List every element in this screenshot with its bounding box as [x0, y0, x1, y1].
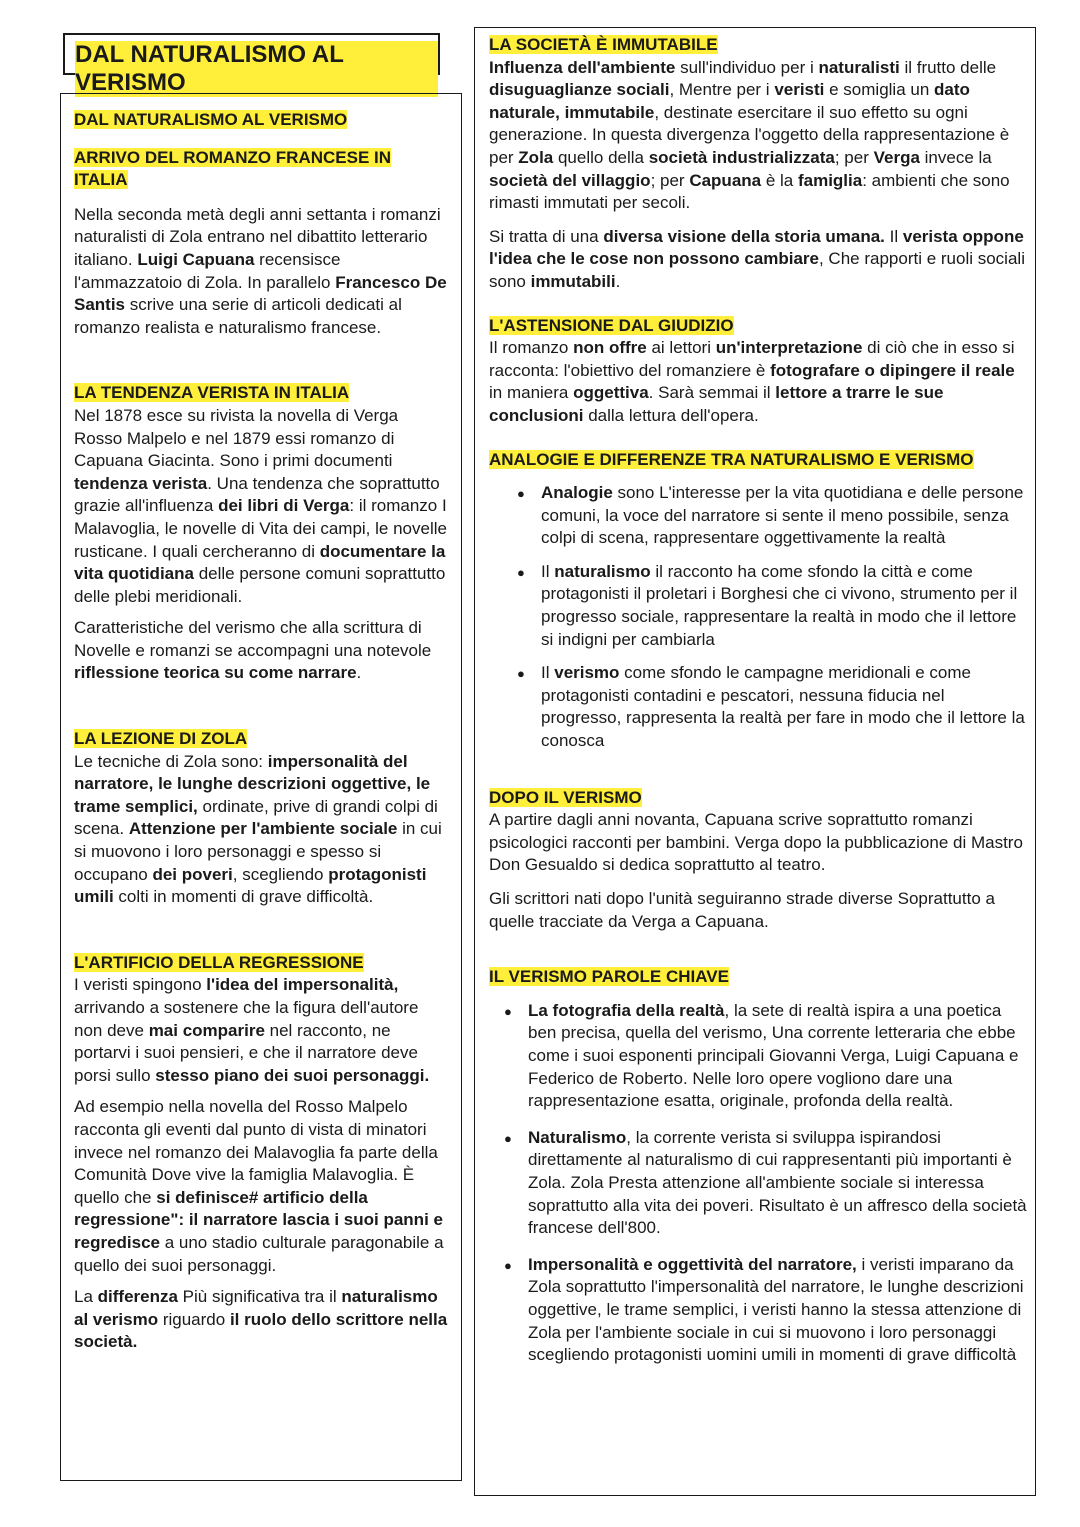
bold-text: l'idea del impersonalità,	[206, 975, 399, 995]
bold-text: La fotografia della realtà	[528, 1000, 725, 1020]
text-run: colti in momenti di grave difficoltà.	[113, 887, 374, 907]
text-run: delle persone comuni soprattutto delle plebi meridionali.	[74, 564, 446, 606]
document-title-box	[63, 33, 440, 96]
text-run: Ad esempio nella novella del Rosso Malpelo racconta gli eventi dal punto di vista di minatori invece nel romanzo dei Malavoglia fa parte della Comunità Dove vive la famiglia Malavoglia. È quello che	[74, 1097, 438, 1207]
text-run: quello della	[553, 147, 649, 167]
paragraph	[489, 57, 1027, 215]
text-run: , Mentre per i	[669, 80, 775, 100]
bold-text: mai comparire	[148, 1020, 265, 1040]
bold-text: dato naturale, immutabile	[489, 80, 970, 122]
text-run: nel racconto, ne portarvi i suoi pensieri, e che il narratore deve porsi sullo	[74, 1020, 418, 1085]
text-run: Il	[541, 663, 555, 683]
section-heading	[489, 449, 1027, 472]
text-run: ; per	[834, 147, 874, 167]
list-item	[489, 662, 1027, 752]
text-run: , la corrente verista si sviluppa ispirandosi direttamente al naturalismo di cui rappresentanti più importanti è Zola. Zola Presta attenzione all'ambiente sociale si interessa soprattutto alla vita dei poveri. Risultato è un affresco della società francese dell'800.	[528, 1127, 1027, 1238]
bold-text: verismo	[554, 663, 620, 683]
bold-text: società industrializzata	[648, 147, 835, 167]
list-item	[489, 561, 1027, 651]
section-heading-text: ARRIVO DEL ROMANZO FRANCESE IN ITALIA	[74, 147, 392, 190]
text-run: . Una tendenza che soprattutto grazie all'influenza	[74, 473, 440, 516]
bold-text: naturalisti	[818, 57, 900, 77]
text-run: , destinate esercitare il suo effetto su ogni generazione. In questa divergenza l'oggetto della rappresentazione è per	[489, 102, 1010, 167]
text-run: recensisce l'ammazzatoio di Zola. In parallelo	[74, 249, 341, 292]
text-run: di ciò che in esso si racconta: l'obiettivo del romanziere è	[489, 338, 1015, 380]
text-run: riguardo	[158, 1309, 230, 1329]
section	[74, 109, 449, 132]
text-run: Si tratta di una	[489, 226, 604, 246]
bold-text: naturalismo	[554, 561, 651, 581]
section	[489, 34, 1027, 294]
text-run: ordinate, prive di grandi colpi di scena.	[74, 796, 438, 839]
text-run: .	[356, 663, 362, 683]
section-heading-text: L'ASTENSIONE DAL GIUDIZIO	[489, 315, 734, 335]
bold-text: Influenza dell'ambiente	[489, 57, 676, 77]
paragraph	[489, 809, 1027, 877]
bold-text: si definisce# artificio della regressione": il narratore lascia i suoi panni e regredisce	[74, 1187, 443, 1252]
bold-text: naturalismo al verismo	[74, 1287, 438, 1329]
text-run: è la	[761, 170, 798, 190]
bold-text: un'interpretazione	[715, 338, 863, 358]
text-run: invece la	[919, 147, 992, 167]
section	[74, 382, 449, 685]
text-run: .	[615, 271, 621, 291]
bold-text: Analogie	[541, 483, 613, 503]
bold-text: impersonalità del narratore, le lunghe descrizioni oggettive, le trame semplici,	[74, 751, 431, 816]
text-run: Più significativa tra il	[177, 1287, 342, 1307]
list-item	[489, 1127, 1027, 1240]
text-run: Gli scrittori nati dopo l'unità seguiranno strade diverse Soprattutto a quelle tracciate da Verga a Capuana.	[489, 889, 995, 931]
bold-text: stesso piano dei suoi personaggi.	[155, 1065, 430, 1085]
section-heading	[74, 952, 449, 975]
text-run: scrive una serie di articoli dedicati al romanzo realista e naturalismo francese.	[74, 295, 402, 337]
paragraph	[74, 751, 449, 909]
bold-text: veristi	[774, 80, 825, 100]
bold-text: Capuana	[689, 170, 762, 190]
bold-text: immutabili	[530, 271, 616, 291]
section-heading-text: L'ARTIFICIO DELLA REGRESSIONE	[74, 952, 364, 972]
bold-text: famiglia	[797, 170, 863, 190]
text-run: in cui si muovono i loro personaggi e spesso si occupano	[74, 819, 442, 884]
text-run: I veristi spingono	[74, 975, 207, 995]
section-heading-text: LA LEZIONE DI ZOLA	[74, 729, 248, 749]
text-run: sull'individuo per i	[675, 57, 819, 77]
section-heading-text: ANALOGIE E DIFFERENZE TRA NATURALISMO E VERISMO	[489, 449, 974, 469]
bold-text: non offre	[573, 338, 647, 358]
text-run: La	[74, 1287, 98, 1307]
text-run: A partire dagli anni novanta, Capuana scrive soprattutto romanzi psicologici racconti per bambini. Verga dopo la pubblicazione di Mastro Don Gesualdo si dedica soprattutto al teatro.	[489, 810, 1023, 875]
text-run: , la sete di realtà ispira a una poetica ben precisa, quella del verismo, Una corrente letteraria che ebbe come i suoi esponenti principali Giovanni Verga, Luigi Capuana e Federico de Roberto. Nelle loro opere vogliono dare una rappresentazione esatta, originale, profonda della realtà.	[528, 1000, 1019, 1111]
section	[489, 449, 1027, 753]
paragraph	[74, 405, 449, 608]
text-run: sono L'interesse per la vita quotidiana e delle persone comuni, la voce del narratore si sente il meno possibile, senza colpi di scena, rappresentare oggettivamente la realtà	[541, 483, 1024, 548]
text-run: Il	[884, 226, 903, 246]
bold-text: protagonisti umili	[74, 864, 427, 907]
text-run: ai lettori	[646, 338, 716, 358]
bullet-list	[489, 482, 1027, 753]
bold-text: Luigi Capuana	[137, 249, 255, 269]
section-heading	[74, 728, 449, 751]
bold-text: diversa visione della storia umana.	[603, 226, 885, 246]
text-run: i veristi imparano da Zola soprattutto l'impersonalità del narratore, le lunghe descrizioni oggettive, le trame semplici, i veristi hanno la stessa attenzione di Zola per l'ambiente sociale in cui si muovono i loro personaggi scegliendo protagonisti uomini umili in momenti di grave difficoltà	[528, 1254, 1024, 1365]
text-run: : il romanzo I Malavoglia, le novelle di Vita dei campi, le novelle rusticane. I quali cercheranno di	[74, 496, 447, 561]
right-column	[474, 27, 1036, 1496]
bold-text: tendenza verista	[74, 473, 208, 493]
text-run: il racconto ha come sfondo la città e come protagonisti il proletari i Borghesi che ci vivono, strumento per il progresso sociale, rappresentare la realtà in modo che il lettore si indigni per cambiarla	[541, 561, 1018, 649]
bold-text: Zola	[518, 147, 554, 167]
text-run: in maniera	[489, 383, 574, 403]
section-heading	[489, 34, 1027, 57]
left-column	[60, 93, 462, 1481]
text-run: : ambienti che sono rimasti immutati per secoli.	[489, 170, 1010, 213]
bold-text: Attenzione per l'ambiente sociale	[128, 819, 398, 839]
text-run: , Che rapporti e ruoli sociali sono	[489, 249, 1025, 291]
text-run: come sfondo le campagne meridionali e come protagonisti contadini e pescatori, nessuna fiducia nel progresso, rappresenta la realtà per fare in modo che il lettore la conosca	[541, 663, 1025, 751]
section-heading-text: LA SOCIETÀ È IMMUTABILE	[489, 35, 718, 54]
section-heading	[489, 787, 1027, 810]
section-heading	[74, 382, 449, 405]
section-heading	[74, 147, 449, 192]
bold-text: riflessione teorica su come narrare	[74, 663, 357, 683]
section	[489, 787, 1027, 934]
list-item	[489, 482, 1027, 550]
paragraph	[74, 1096, 449, 1277]
text-run: Il romanzo	[489, 338, 574, 358]
bold-text: differenza	[97, 1287, 178, 1307]
section	[489, 966, 1027, 1367]
bold-text: dei libri di Verga	[218, 496, 350, 516]
paragraph	[74, 204, 449, 340]
text-run: e somiglia un	[824, 80, 935, 100]
bold-text: Naturalismo	[528, 1127, 627, 1147]
bold-text: oggettiva	[573, 383, 649, 403]
section	[74, 728, 449, 909]
bold-text: il ruolo dello scrittore nella società.	[74, 1309, 448, 1352]
section	[74, 147, 449, 340]
bold-text: Impersonalità e oggettività del narratore,	[528, 1254, 857, 1274]
section	[74, 952, 449, 1354]
text-run: Nel 1878 esce su rivista la novella di Verga Rosso Malpelo e nel 1879 essi romanzo di Capuana Giacinta. Sono i primi documenti	[74, 405, 399, 471]
list-item	[489, 1000, 1027, 1113]
text-run: Il	[541, 561, 555, 581]
text-run: a uno stadio culturale paragonabile a quello dei suoi personaggi.	[74, 1232, 444, 1275]
document-title: DAL NATURALISMO AL VERISMO	[75, 41, 438, 97]
paragraph	[489, 226, 1027, 294]
paragraph	[489, 888, 1027, 933]
list-item	[489, 1254, 1027, 1367]
section-heading-text: DAL NATURALISMO AL VERISMO	[74, 110, 348, 129]
bullet-list	[489, 1000, 1027, 1367]
bold-text: società del villaggio	[489, 170, 651, 190]
paragraph	[74, 617, 449, 685]
section-heading	[489, 315, 1027, 338]
bold-text: Verga	[873, 147, 920, 167]
bold-text: verista oppone l'idea che le cose non possono cambiare	[489, 226, 1024, 269]
text-run: dalla lettura dell'opera.	[583, 405, 759, 425]
section-heading-text: IL VERISMO PAROLE CHIAVE	[489, 967, 729, 987]
text-run: ; per	[650, 170, 690, 190]
section-heading-text: DOPO IL VERISMO	[489, 787, 642, 807]
text-run: Caratteristiche del verismo che alla scrittura di Novelle e romanzi se accompagni una notevole	[74, 618, 432, 660]
paragraph	[74, 974, 449, 1087]
text-run: il frutto delle	[899, 57, 997, 77]
text-run: , scegliendo	[232, 864, 329, 884]
text-run: arrivando a sostenere che la figura dell'autore non deve	[74, 998, 419, 1040]
bold-text: lettore a trarre le sue conclusioni	[489, 383, 944, 425]
bold-text: fotografare o dipingere il reale	[770, 360, 1015, 380]
text-run: . Sarà semmai il	[648, 383, 776, 403]
text-run: Le tecniche di Zola sono:	[74, 751, 268, 771]
bold-text: dei poveri	[152, 864, 233, 884]
bold-text: documentare la vita quotidiana	[74, 541, 446, 584]
section-heading	[74, 109, 449, 132]
section-heading	[489, 966, 1027, 989]
bold-text: disuguaglianze sociali	[489, 80, 670, 100]
text-run: Nella seconda metà degli anni settanta i romanzi naturalisti di Zola entrano nel dibattito letterario italiano.	[74, 204, 441, 269]
section-heading-text: LA TENDENZA VERISTA IN ITALIA	[74, 383, 350, 403]
paragraph	[489, 337, 1027, 427]
bold-text: Francesco De Santis	[74, 272, 447, 315]
paragraph	[74, 1286, 449, 1354]
section	[489, 315, 1027, 428]
